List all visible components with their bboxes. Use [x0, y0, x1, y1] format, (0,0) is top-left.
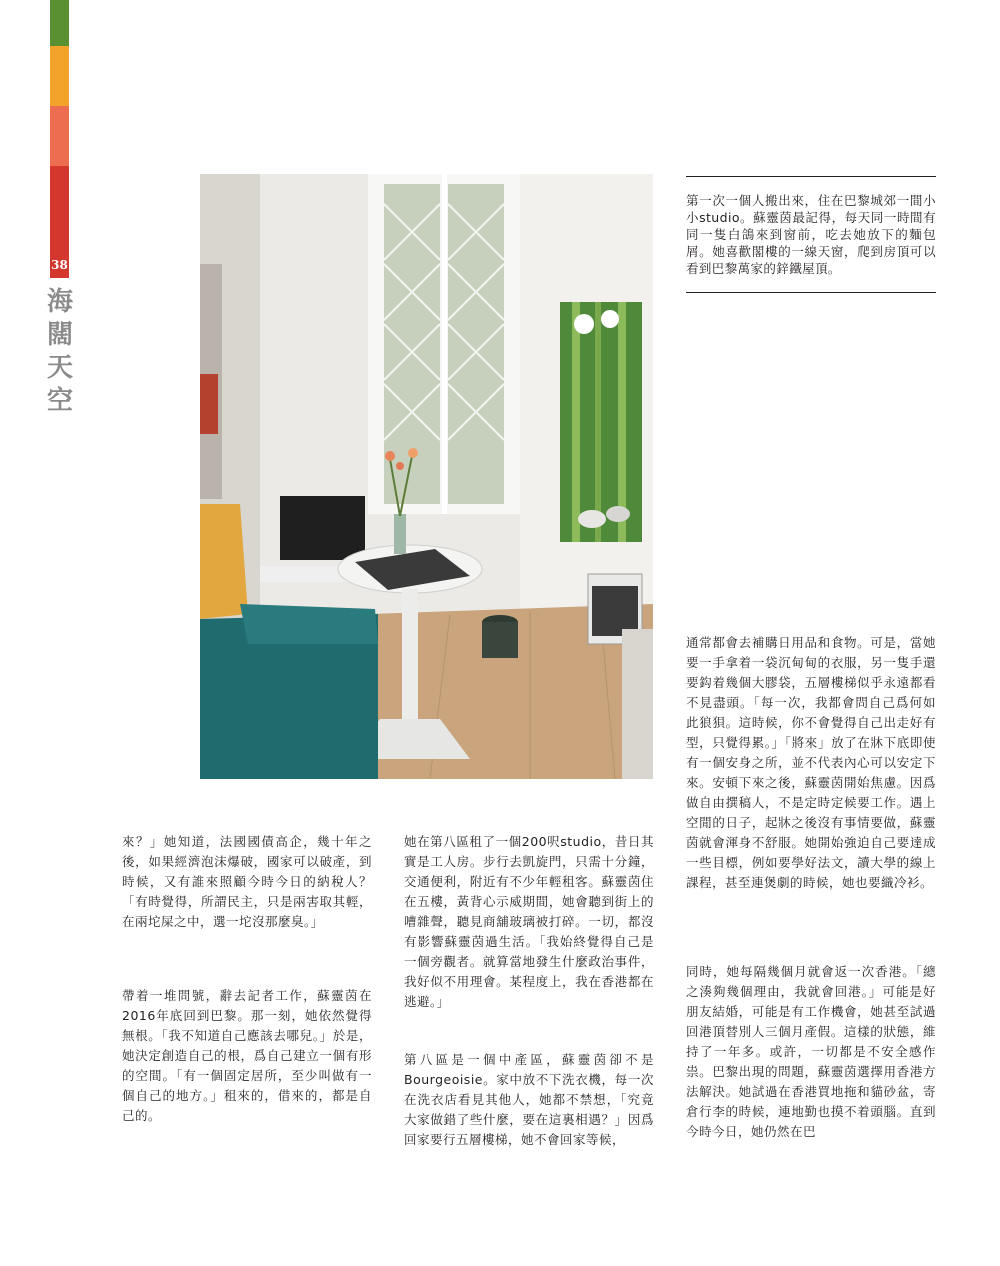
studio-apartment-photo	[200, 174, 653, 779]
section-char: 天	[46, 353, 73, 383]
section-char: 空	[46, 386, 73, 416]
page-number: 38	[51, 258, 68, 272]
section-char: 闊	[46, 320, 73, 350]
section-title	[46, 286, 74, 418]
section-char: 海	[46, 287, 73, 317]
photo-caption: 第一次一個人搬出來，住在巴黎城郊一間小小studio。蘇靈茵最記得，每天同一時間有同一隻白鴿來到窗前，吃去她放下的麵包屑。她喜歡閣樓的一線天窗，爬到房頂可以看到巴黎萬家的鋅鐵屋頂。	[686, 193, 936, 276]
body-paragraph: 通常都會去補購日用品和食物。可是，當她要一手拿着一袋沉甸甸的衣服，另一隻手還要鈎着幾個大膠袋，五層樓梯似乎永遠都看不見盡頭。「每一次，我都會問自己爲何如此狼狽。這時候，你不會覺得自己出走好有型，只覺得累。」「將來」放了在牀下底即使有一個安身之所，並不代表內心可以安定下來。安頓下來之後，蘇靈茵開始焦慮。因爲做自由撰稿人，不是定時定候要工作。遇上空閒的日子，起牀之後沒有事情要做，蘇靈茵就會渾身不舒服。她開始強迫自己要達成一些目標，例如要學好法文，讀大學的線上課程，甚至連煲劇的時候，她也要織冷衫。	[686, 635, 936, 890]
body-paragraph: 同時，她每隔幾個月就會返一次香港。「總之湊夠幾個理由，我就會回港。」可能是好朋友結婚，可能是有工作機會，她甚至試過回港頂替別人三個月產假。這樣的狀態，維持了一年多。或許，一切都是不安全感作祟。巴黎出現的問題，蘇靈茵選擇用香港方法解決。她試過在香港買地拖和貓砂盆，寄倉行李的時候，連地勤也摸不着頭腦。直到今時今日，她仍然在巴	[686, 964, 936, 1139]
body-paragraph: 來？」她知道，法國國債高企，幾十年之後，如果經濟泡沫爆破，國家可以破產，到時候，又有誰來照顧今時今日的納稅人？「有時覺得，所謂民主，只是兩害取其輕，在兩坨屎之中，選一坨沒那麼臭。」	[122, 834, 372, 929]
caption-rule-bottom	[686, 292, 936, 293]
body-paragraph: 她在第八區租了一個200呎studio，昔日其實是工人房。步行去凱旋門，只需十分鐘，交通便利，附近有不少年輕租客。蘇靈茵住在五樓，黃背心示威期間，她會聽到街上的嘈雜聲，聽見商舖玻璃被打碎。一切，都沒有影響蘇靈茵過生活。「我始終覺得自己是一個旁觀者。就算當地發生什麼政治事件，我好似不用理會。某程度上，我在香港都在逃避。」	[404, 834, 654, 1009]
color-bar-salmon	[50, 106, 69, 166]
body-paragraph: 帶着一堆問號，辭去記者工作，蘇靈茵在2016年底回到巴黎。那一刻，她依然覺得無根。「我不知道自己應該去哪兒。」於是，她決定創造自己的根，爲自己建立一個有形的空間。「有一個固定居所，至少叫做有一個自己的地方。」租來的，借來的，都是自己的。	[122, 988, 372, 1123]
color-bar-orange	[50, 46, 69, 106]
photo-illustration	[200, 174, 653, 779]
body-paragraph: 第八區是一個中產區，蘇靈茵卻不是Bourgeoisie。家中放不下洗衣機，每一次在洗衣店看見其他人，她都不禁想，「究竟大家做錯了些什麼，要在這裏相遇？」因爲回家要行五層樓梯，她不會回家等候，	[404, 1052, 654, 1147]
caption-rule-top	[686, 176, 936, 177]
color-bar-green	[50, 0, 69, 46]
